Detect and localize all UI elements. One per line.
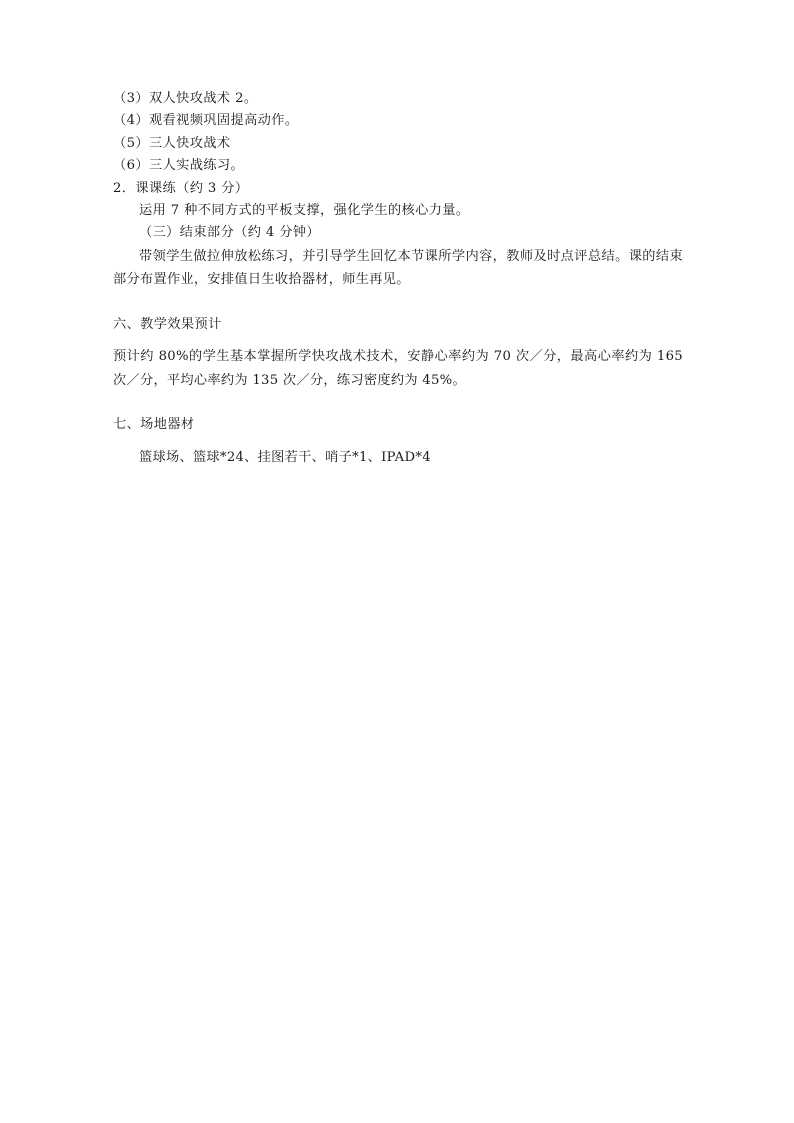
document-body xyxy=(113,88,683,469)
section-body-seven: 篮球场、篮球*24、挂图若干、哨子*1、IPAD*4 xyxy=(139,449,431,465)
paragraph-closing-body: 带领学生做拉伸放松练习，并引导学生回忆本节课所学内容，教师及时点评总结。课的结束部分布置作业，安排值日生收拾器材，师生再见。 xyxy=(113,248,683,288)
list-item: （3）双人快攻战术 2。 xyxy=(113,91,258,106)
section-title-six: 六、教学效果预计 xyxy=(113,316,222,332)
list-item: （4）观看视频巩固提高动作。 xyxy=(113,113,299,129)
list-item: （6）三人实战练习。 xyxy=(113,158,245,174)
list-item: （5）三人快攻战术 xyxy=(113,135,231,151)
list-item: 2．课课练（约 3 分） xyxy=(113,180,249,196)
spacer xyxy=(113,392,683,414)
paragraph-practice-detail: 运用 7 种不同方式的平板支撑，强化学生的核心力量。 xyxy=(139,203,470,219)
spacer xyxy=(113,437,683,446)
section-title-seven: 七、场地器材 xyxy=(113,417,195,433)
spacer xyxy=(113,292,683,314)
spacer xyxy=(113,336,683,345)
section-body-six: 预计约 80%的学生基本掌握所学快攻战术技术，安静心率约为 70 次／分，最高心率约为 165 次／分，平均心率约为 135 次／分，练习密度约为 45%。 xyxy=(113,349,683,388)
subsection-title-closing: （三）结束部分（约 4 分钟） xyxy=(139,225,321,241)
